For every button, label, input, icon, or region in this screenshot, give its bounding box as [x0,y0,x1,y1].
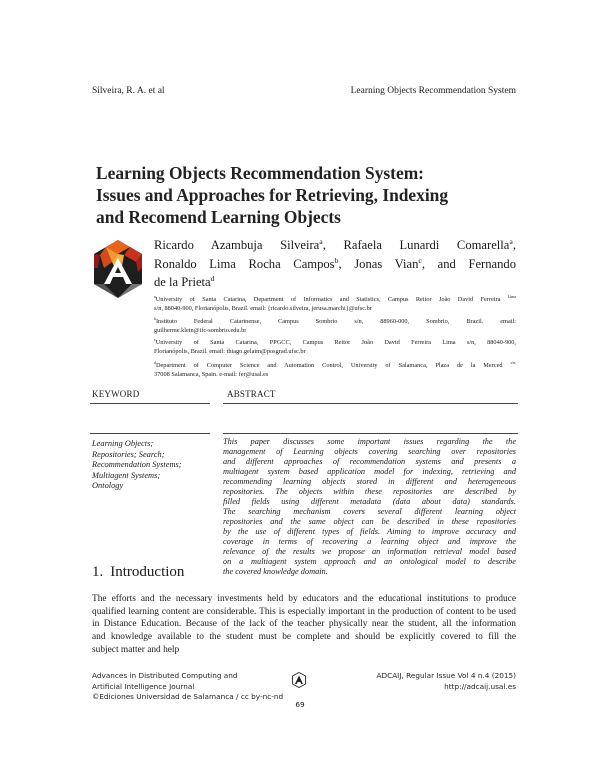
title-line: Issues and Approaches for Retrieving, Indexing [96,185,449,205]
body-line: in Distance Education. Because of the lack of the teacher physically near the student, all the information [92,619,516,630]
issue-line: ADCAIJ, Regular Issue Vol 4 n.4 (2015) [376,671,516,680]
affiliation-marker: a [509,236,513,246]
publisher-logo-icon [92,238,144,300]
affiliation-text: guilherme.klein@ifc-sombrio.edu.br [154,326,247,334]
body-line: qualified learning content are considerable. This is especially important in the production of content to be used [92,606,516,617]
running-header-authors: Silveira, R. A. et al [92,86,165,96]
affiliation-label: d [154,360,156,365]
footer-logo-icon [292,672,306,688]
author-name: Jonas Vian [354,256,419,271]
keyword-list [92,439,210,492]
abstract-line: This paper discusses some important issues regarding the the [223,437,516,446]
body-line: The efforts and the necessary investments held by educators and the educational institutions to produce [92,594,516,604]
section-heading [92,564,184,581]
keyword-item: Repositories; Search; [92,449,165,459]
affiliation-text: Florianópolis, Brazil. email: thiago.gelaim@posgrad.ufsc.br [154,347,306,355]
copyright-line: ©Ediciones Universidad de Salamanca / cc by-nc-nd [92,692,284,701]
abstract-line: filled fields using different metadata (data about data) standards. [223,497,516,506]
journal-name-line: Advances in Distributed Computing and [92,671,238,680]
divider [223,433,518,434]
section-number: 1. [92,564,104,580]
title-line: and Recomend Learning Objects [96,207,341,227]
body-line: and knowledge available to the student must be complete and should be explicitly covered to fill the [92,632,516,643]
divider [90,403,210,404]
paper-title [96,162,516,228]
abstract-line: relevance of the results we propose an information retrieval model based [223,547,516,556]
author-name-part: de la Prieta [154,275,211,289]
author-list [154,236,516,292]
author-line: Ronaldo Lima Rocha Campos$^b$, Jonas Vian$^c$, and Fernando [154,255,517,271]
author-name-part: and Fernando [437,256,517,271]
keyword-item: Ontology [92,481,124,491]
affiliation-text: Department of Computer Science and Automation Control, University of Salamanca, Plaza de la Merced [155,362,503,369]
affiliation-text: University of Santa Catarina, PPGCC, Campus Reitor João David Ferreira Lima s/n, 88040-900, [155,339,516,346]
divider [223,403,518,404]
journal-url: http://adcaij.usal.es [444,681,516,691]
abstract-line: recommending learning objects stored in different and heterogeneous [223,477,516,486]
intro-paragraph [92,593,516,657]
keyword-item: Recommendation Systems; [92,460,182,470]
abstract-line: multiagent system based application model for indexing, retrieving and [223,467,516,476]
abstract-line: on a multiagent system approach and an ontological model to describe [223,557,516,566]
affiliation-label: c [154,337,156,342]
abstract-line: repositories. The objects within these repositories are described by [223,487,516,496]
affiliation-text: s/n, 88040-900, Florianópolis, Brazil. email: {ricardo.silveira, jerusa.marchi}@ufsc.br [154,304,372,312]
affiliation-b [154,318,516,336]
keyword-heading: KEYWORD [92,389,140,399]
abstract-line: management of Learning objects covering searching over repositories [223,447,516,456]
author-name: Ronaldo Lima Rocha Campos [154,256,335,271]
affiliation-text: 37008 Salamanca, Spain. e-mail: fer@usal.es [154,370,269,378]
running-header-title: Learning Objects Recommendation System [350,86,516,96]
affiliation-marker: a [319,236,323,246]
author-line: Ricardo Azambuja Silveira$^a$, Rafaela Lunardi Comarella$^a$, [154,236,516,252]
keyword-item: Learning Objects; [92,439,154,448]
affiliation-label: a [154,294,156,299]
divider [90,433,210,434]
affiliation-marker: b [334,255,339,265]
footer-journal [92,671,302,703]
affiliation-tail: Lima [507,294,516,299]
affiliation-a [154,296,516,314]
affiliation-d [154,362,516,380]
section-title: Introduction [110,564,185,580]
body-line: subject matter and help [92,644,180,655]
affiliation-c [154,339,516,357]
keyword-item: Multiagent Systems; [92,470,161,480]
abstract-line: the covered knowledge domain. [223,567,328,576]
affiliation-tail: s/n, [510,360,516,365]
affiliation-label: b [154,316,156,321]
author-name: Rafaela Lunardi Comarella [343,238,510,252]
journal-name-line: Artificial Intelligence Journal [92,681,195,691]
affiliation-text: University of Santa Catarina, Department of Informatics and Statistics, Campus Reitor João David Ferreira [155,296,501,303]
abstract-line: and different approaches of recommendation systems and presents a [223,457,516,466]
affiliation-text: Instituto Federal Catarinense, Campus Sombrio s/n, 88960-000, Sombrio, Brazil. email: [155,318,516,325]
abstract-line: The searching mechanism covers several different learning object [223,507,516,516]
title-line: Learning Objects Recommendation System: [96,163,424,183]
abstract-body [223,437,516,577]
affiliation-marker: c [418,255,422,265]
abstract-line: by the use of different types of fields. Aiming to improve accuracy and [223,527,516,536]
abstract-line: repositories and the same object can be described in these repositories [223,517,516,526]
page-number: 69 [295,700,305,709]
author-name: Ricardo Azambuja Silveira [154,238,320,252]
affiliation-marker: d [210,273,215,283]
abstract-heading: ABSTRACT [227,389,276,399]
author-line [154,273,516,292]
abstract-line: coverage in terms of recovering a learning object and improve the [223,537,516,546]
footer-issue [316,671,516,692]
